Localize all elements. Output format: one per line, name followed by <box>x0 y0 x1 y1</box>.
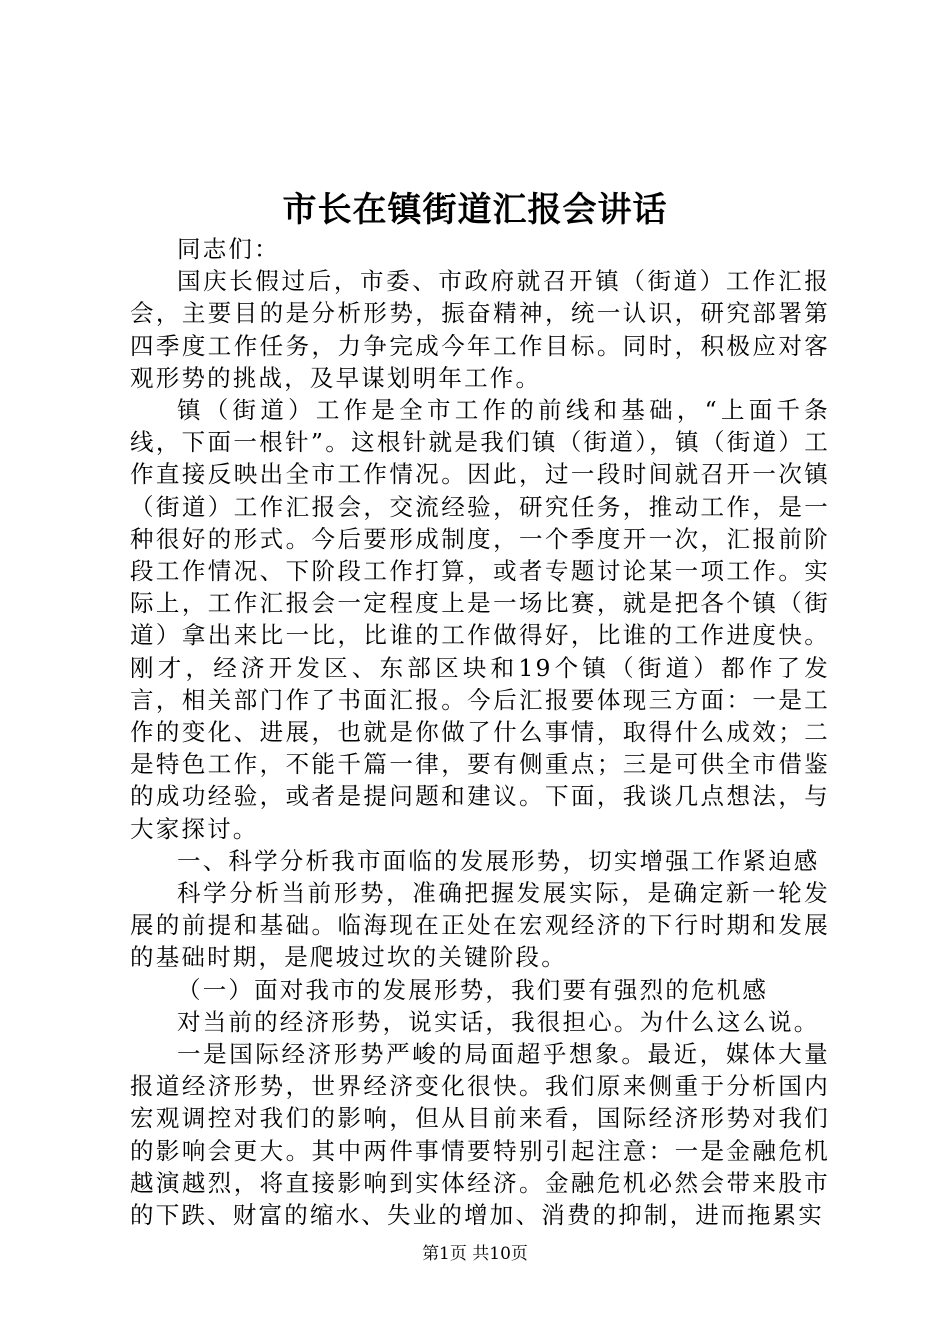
paragraph-town-work: 镇（街道）工作是全市工作的前线和基础，“上面千条线，下面一根针”。这根针就是我们镇（街道），镇（街道）工作直接反映出全市工作情况。因此，过一段时间就召开一次镇（街道）工作汇报会，交流经验，研究任务，推动工作，是一种很好的形式。今后要形成制度，一个季度开一次，汇报前阶段工作情况、下阶段工作打算，或者专题讨论某一项工作。实际上，工作汇报会一定程度上是一场比赛，就是把各个镇（街道）拿出来比一比，比谁的工作做得好，比谁的工作进度快。刚才，经济开发区、东部区块和19个镇（街道）都作了发言，相关部门作了书面汇报。今后汇报要体现三方面：一是工作的变化、进展，也就是你做了什么事情，取得什么成效；二是特色工作，不能千篇一律，要有侧重点；三是可供全市借鉴的成功经验，或者是提问题和建议。下面，我谈几点想法，与大家探讨。 <box>130 396 830 843</box>
page-number-footer: 第1页 共10页 <box>422 1244 528 1264</box>
section-heading-1: 一、科学分析我市面临的发展形势，切实增强工作紧迫感 <box>177 846 820 875</box>
paragraph-international: 一是国际经济形势严峻的局面超乎想象。最近，媒体大量报道经济形势，世界经济变化很快。我们原来侧重于分析国内宏观调控对我们的影响，但从目前来看，国际经济形势对我们的影响会更大。其中两件事情要特别引起注意：一是金融危机越演越烈，将直接影响到实体经济。金融危机必然会带来股市的下跌、财富的缩水、失业的增加、消费的抑制，进而拖累实 <box>130 1040 830 1230</box>
subsection-heading-1: （一）面对我市的发展形势，我们要有强烈的危机感 <box>177 975 769 1004</box>
paragraph-concern: 对当前的经济形势，说实话，我很担心。为什么这么说。 <box>177 1007 820 1036</box>
document-title: 市长在镇街道汇报会讲话 <box>282 190 668 230</box>
document-body <box>130 233 830 1231</box>
paragraph-analysis: 科学分析当前形势，准确把握发展实际，是确定新一轮发展的前提和基础。临海现在正处在宏观经济的下行时期和发展的基础时期，是爬坡过坎的关键阶段。 <box>130 879 830 972</box>
paragraph-intro: 国庆长假过后，市委、市政府就召开镇（街道）工作汇报会，主要目的是分析形势，振奋精神，统一认识，研究部署第四季度工作任务，力争完成今年工作目标。同时，积极应对客观形势的挑战，及早谋划明年工作。 <box>130 267 830 392</box>
greeting-line: 同志们： <box>177 235 280 263</box>
